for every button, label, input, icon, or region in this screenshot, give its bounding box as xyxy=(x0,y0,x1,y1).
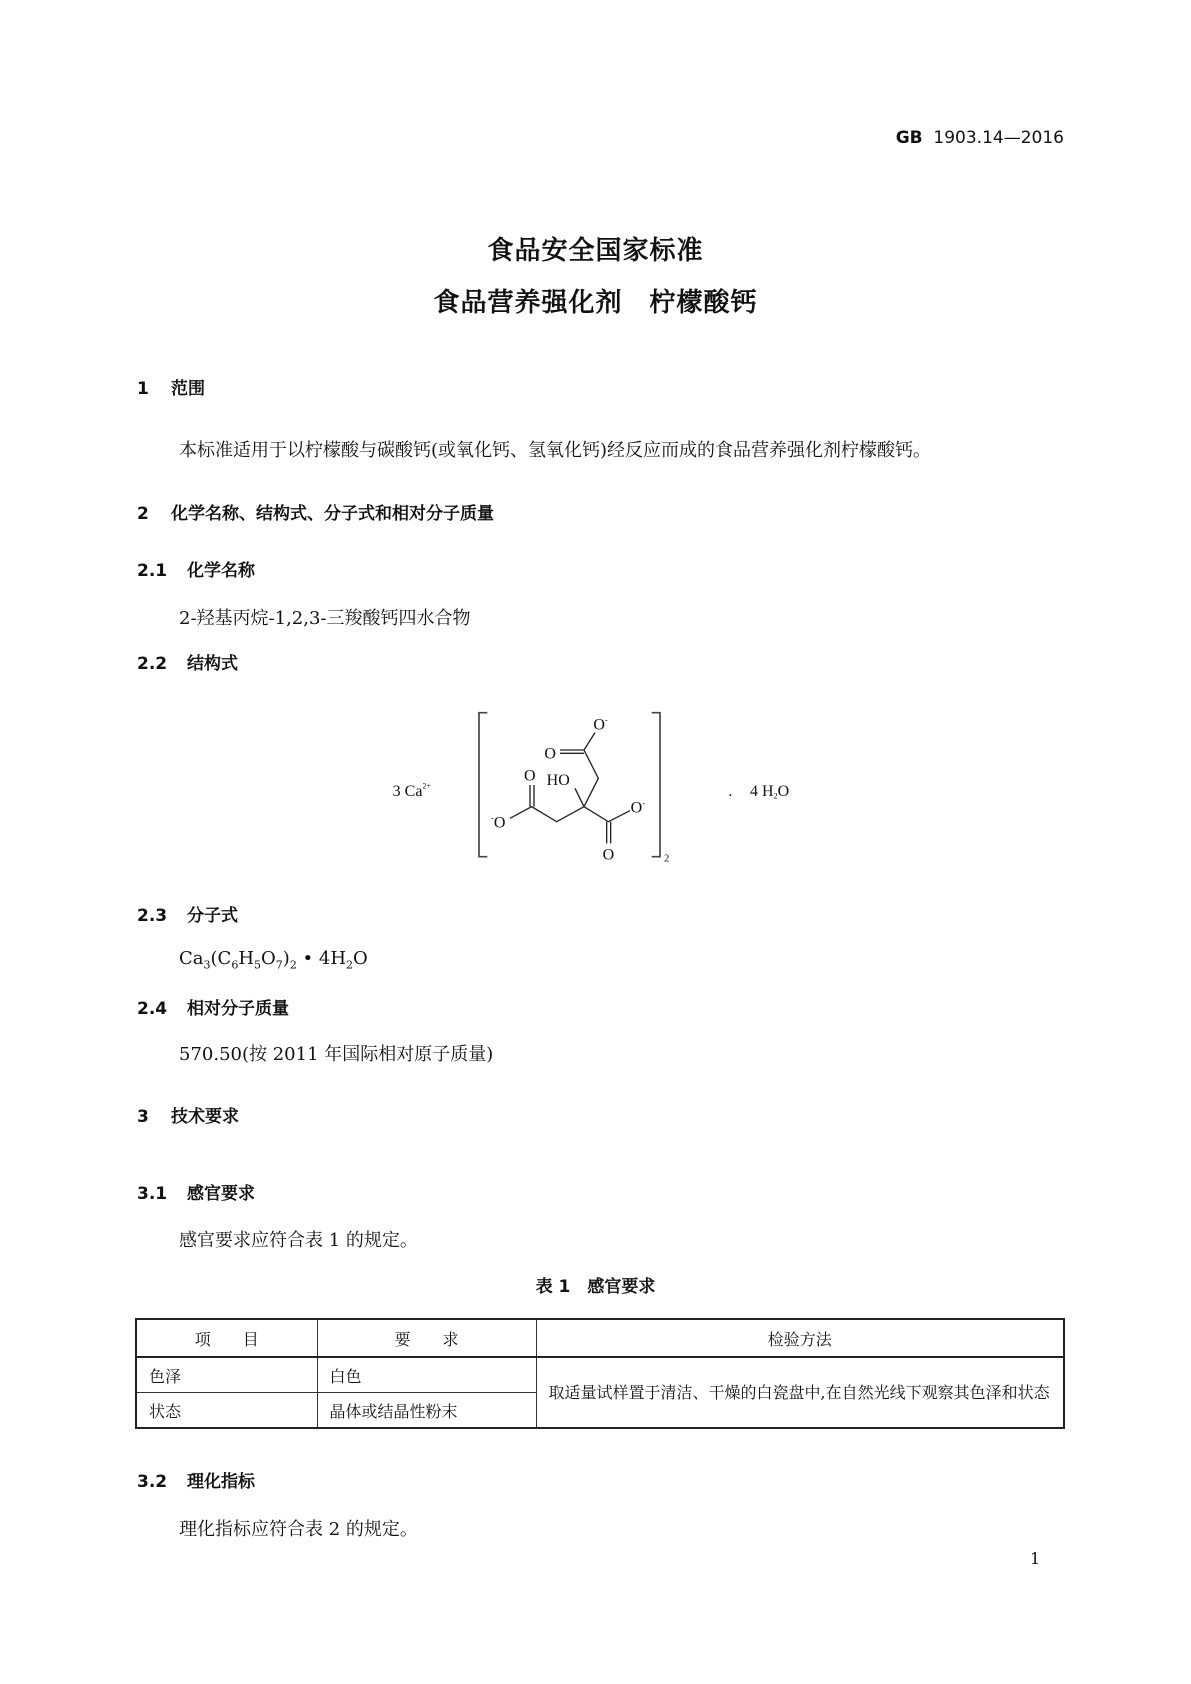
oxygen-left: O xyxy=(524,767,536,785)
table-1 xyxy=(135,1318,1065,1429)
row-item: 状态 xyxy=(136,1393,317,1429)
hydrate: 4 H2O xyxy=(750,783,790,801)
section-2-1-heading: 2.1 化学名称 xyxy=(137,561,255,581)
section-3-2-text: 理化指标应符合表 2 的规定。 xyxy=(179,1519,418,1540)
cation: 3 $Ca^{2+}$ xyxy=(392,781,431,800)
molecular-formula: $Ca_3(C_6H_5O_7)_2$ • $4H_2O$ xyxy=(179,948,368,972)
section-1-heading: 1 范围 xyxy=(137,379,205,399)
table-row xyxy=(136,1357,1064,1393)
bonds xyxy=(510,733,630,844)
hydroxyl: HO xyxy=(546,772,570,789)
section-3-heading: 3 技术要求 xyxy=(137,1107,239,1127)
title-line2: 食品营养强化剂 柠檬酸钙 xyxy=(433,288,758,318)
bracket-count: 2 xyxy=(664,853,670,865)
section-1-text: 本标准适用于以柠檬酸与碳酸钙(或氧化钙、氢氧化钙)经反应而成的食品营养强化剂柠檬酸钙。 xyxy=(179,440,932,461)
section-3-2-heading: 3.2 理化指标 xyxy=(137,1472,255,1492)
header-item: 项 目 xyxy=(136,1319,317,1357)
header-method: 检验方法 xyxy=(536,1319,1064,1357)
section-3-1-heading: 3.1 感官要求 xyxy=(137,1184,255,1204)
row-item: 色泽 xyxy=(136,1357,317,1393)
section-2-2-heading: 2.2 结构式 xyxy=(137,654,238,674)
oxygen-anion-left: -O xyxy=(491,812,506,832)
header-requirement: 要 求 xyxy=(317,1319,536,1357)
section-3-1-text: 感官要求应符合表 1 的规定。 xyxy=(179,1230,418,1251)
molecular-mass: 570.50(按 2011 年国际相对原子质量) xyxy=(179,1044,494,1065)
page-number: 1 xyxy=(1030,1549,1041,1568)
code-number: 1903.14—2016 xyxy=(933,128,1064,148)
standard-code xyxy=(896,128,1064,148)
left-bracket xyxy=(479,713,487,857)
table-1-caption: 表 1 感官要求 xyxy=(535,1277,656,1297)
section-2-4-heading: 2.4 相对分子质量 xyxy=(137,999,289,1019)
chemical-name: 2-羟基丙烷-1,2,3-三羧酸钙四水合物 xyxy=(179,608,471,629)
section-2-heading: 2 化学名称、结构式、分子式和相对分子质量 xyxy=(137,504,494,524)
code-prefix: GB xyxy=(895,128,923,148)
title-line1: 食品安全国家标准 xyxy=(487,236,704,266)
oxygen-top: O xyxy=(544,745,556,763)
oxygen-bottom: O xyxy=(602,846,615,864)
row-method: 取适量试样置于清洁、干燥的白瓷盘中,在自然光线下观察其色泽和状态 xyxy=(536,1357,1064,1428)
oxygen-anion-top: O- xyxy=(593,714,608,734)
oxygen-anion-right: O- xyxy=(630,798,646,817)
hydrate-dot: . xyxy=(728,783,733,800)
row-requirement: 白色 xyxy=(317,1357,536,1393)
row-requirement: 晶体或结晶性粉末 xyxy=(317,1393,536,1429)
table-header-row xyxy=(136,1319,1064,1357)
right-bracket xyxy=(652,713,660,857)
structural-formula xyxy=(380,690,830,890)
section-2-3-heading: 2.3 分子式 xyxy=(137,906,238,926)
